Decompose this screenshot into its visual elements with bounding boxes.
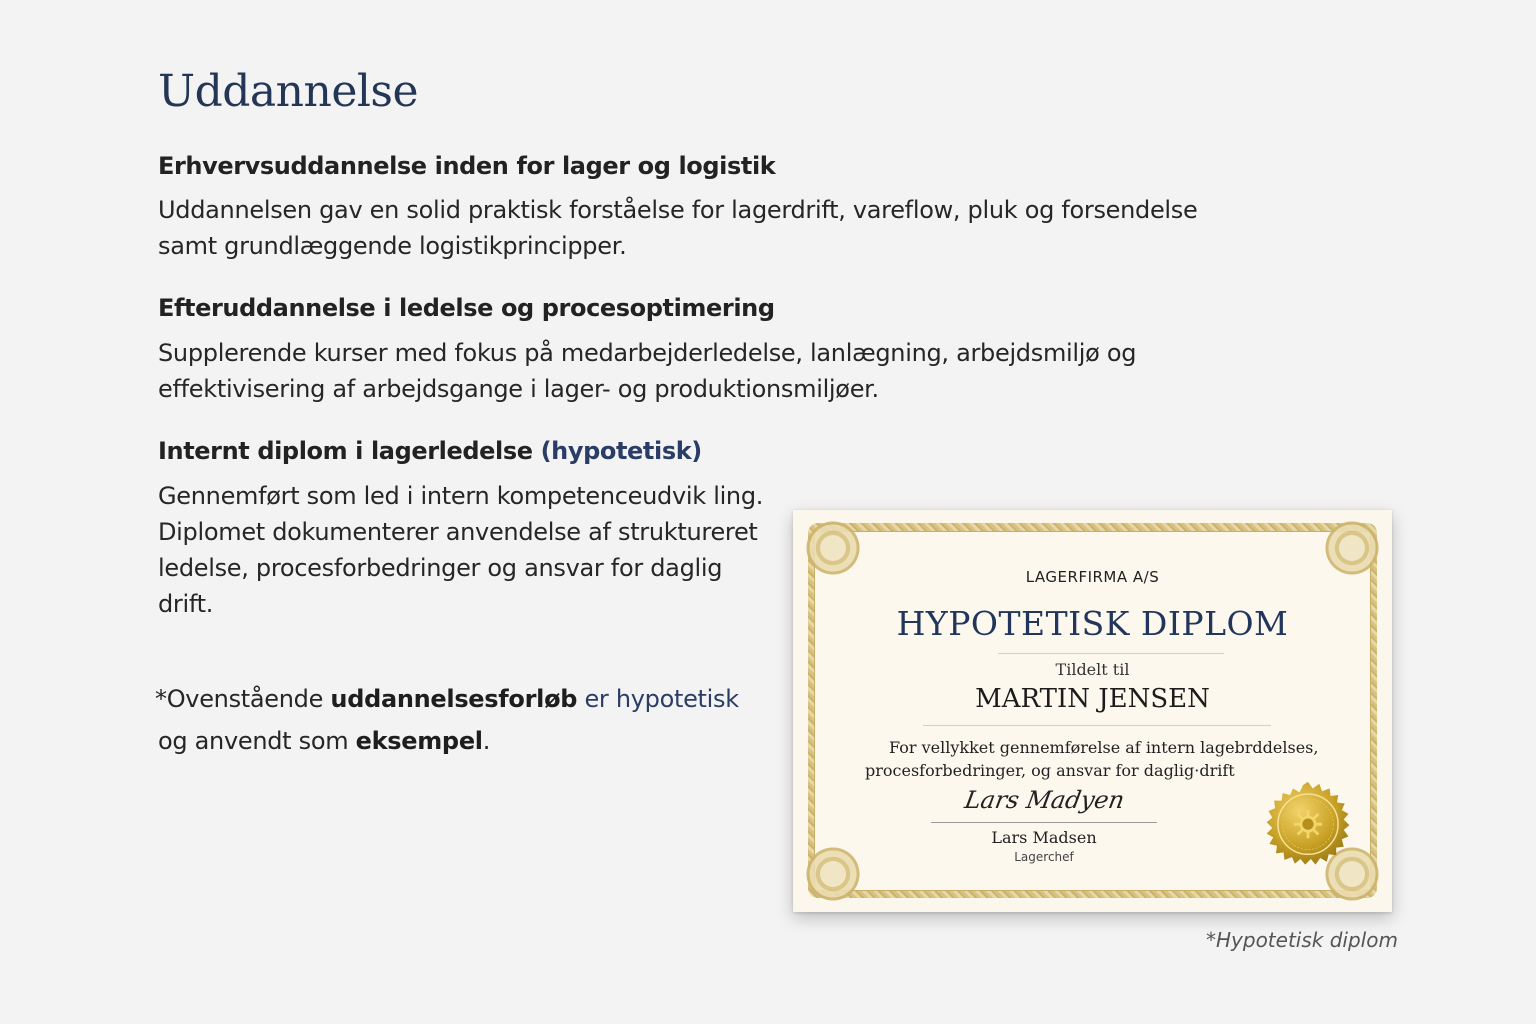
signature-line (931, 822, 1157, 823)
diploma-signature: Lars Madyen (962, 786, 1127, 814)
note-line-2 (155, 720, 739, 762)
text-line: samt grundlæggende logistikprincipper. (158, 232, 627, 260)
text-line: Diplomet dokumenterer anvendelse af struktureret (158, 518, 758, 546)
diploma-signer-name: Lars Madsen (991, 828, 1097, 847)
diploma-title: HYPOTETISK DIPLOM (896, 604, 1289, 643)
text-line: Gennemført som led i intern kompetenceudvik ling. (158, 482, 764, 510)
heading-accent: (hypotetisk) (540, 437, 702, 465)
section-heading-internal-diploma (158, 437, 702, 465)
section-text-internal-diploma (158, 478, 763, 622)
note-suffix: . (482, 727, 491, 755)
text-line: effektivisering af arbejdsgange i lager- og produktionsmiljøer. (158, 375, 879, 403)
note-bold-2: eksempel (355, 727, 483, 755)
disclaimer-note (155, 678, 739, 762)
diploma-awarded-label: Tildelt til (1055, 660, 1130, 679)
section-heading-vocational: Erhvervsuddannelse inden for lager og logistik (158, 152, 776, 180)
ornament-corner-icon (803, 844, 863, 904)
section-text-continuing (158, 335, 1136, 407)
divider (998, 653, 1224, 654)
note-line2-prefix: og anvendt som (158, 727, 356, 755)
section-heading-continuing: Efteruddannelse i ledelse og procesoptimering (158, 294, 775, 322)
text-line: Uddannelsen gav en solid praktisk forståelse for lagerdrift, vareflow, pluk og forsendelse (158, 196, 1198, 224)
text-line: Supplerende kurser med fokus på medarbejderledelse, lanlægning, arbejdsmiljø og (158, 339, 1137, 367)
diploma-signer-role: Lagerchef (1014, 850, 1074, 864)
page-title: Uddannelse (158, 66, 419, 117)
note-line-1 (155, 678, 739, 720)
diploma-company: LAGERFIRMA A/S (1025, 568, 1160, 586)
diploma-image (793, 510, 1392, 912)
text-line: ledelse, procesforbedringer og ansvar for daglig (158, 554, 723, 582)
section-text-vocational (158, 192, 1197, 264)
gold-seal-icon (1261, 780, 1355, 874)
note-bold: uddannelsesforløb (330, 685, 578, 713)
note-prefix: *Ovenstående (155, 685, 331, 713)
heading-text: Internt diplom i lagerledelse (158, 437, 533, 465)
note-accent: er hypotetisk (577, 685, 739, 713)
text-line: drift. (158, 590, 214, 618)
diploma-description: For vellykket gennemførelse af intern lagebrddelses, procesforbedringer, og ansvar for daglig·drift (865, 738, 1319, 780)
diploma-recipient: MARTIN JENSEN (975, 684, 1210, 714)
divider (923, 725, 1271, 726)
diploma-caption: *Hypotetisk diplom (1206, 928, 1398, 952)
